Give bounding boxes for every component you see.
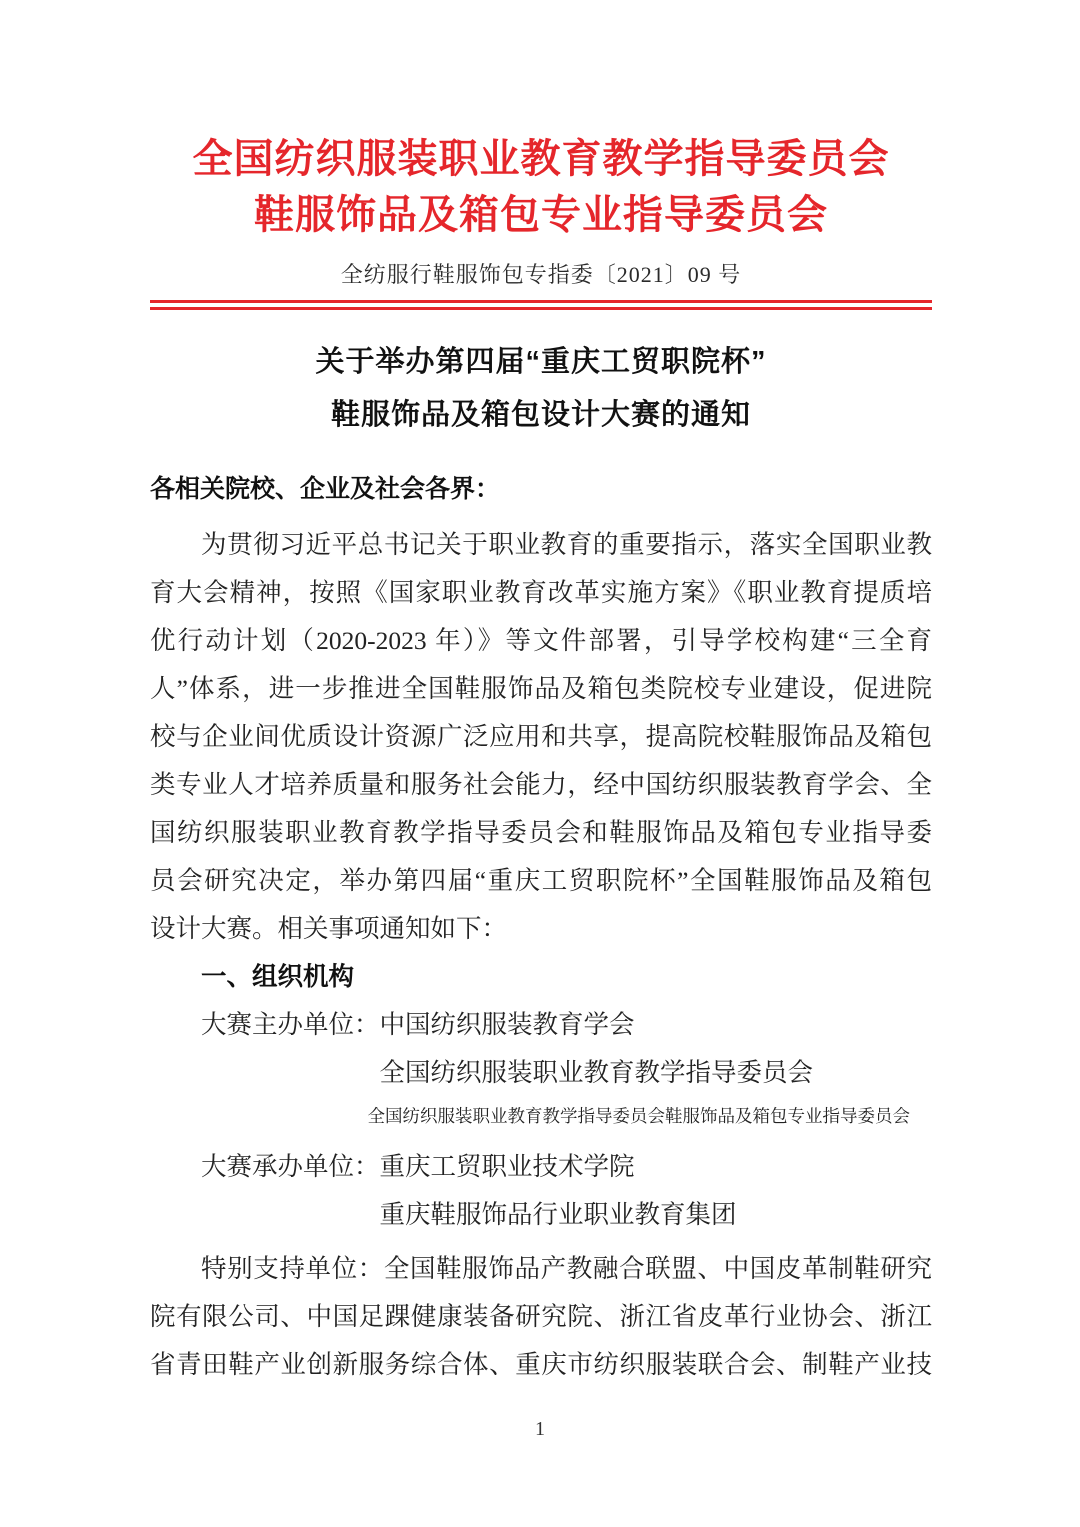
document-number: 全纺服行鞋服饰包专指委〔2021〕09 号 <box>340 262 742 287</box>
paragraph-line: 国纺织服装职业教育教学指导委员会和鞋服饰品及箱包专业指导委 <box>150 818 932 847</box>
paragraph-line: 类专业人才培养质量和服务社会能力，经中国纺织服装教育学会、全 <box>150 770 932 799</box>
red-double-rule <box>150 300 932 310</box>
host-unit-item: 中国纺织服装教育学会 <box>379 1010 635 1039</box>
host-units-row <box>201 1001 932 1135</box>
paragraph-line: 优行动计划（2020-2023 年）》等文件部署，引导学校构建“三全育 <box>150 626 932 655</box>
opening-paragraph <box>150 521 932 953</box>
paragraph-line: 设计大赛。相关事项通知如下： <box>150 914 508 943</box>
host-units-label: 大赛主办单位： <box>201 1010 380 1039</box>
support-paragraph-line: 院有限公司、中国足踝健康装备研究院、浙江省皮革行业协会、浙江 <box>150 1302 932 1331</box>
organizer-unit-item: 重庆工贸职业技术学院 <box>379 1152 635 1181</box>
notice-title-line-1: 关于举办第四届“重庆工贸职院杯” <box>315 346 767 378</box>
support-units-paragraph <box>150 1245 932 1389</box>
organizer-units-row <box>201 1143 932 1239</box>
letterhead-org-line-1: 全国纺织服装职业教育教学指导委员会 <box>192 137 890 181</box>
organizer-unit-item: 重庆鞋服饰品行业职业教育集团 <box>379 1200 737 1229</box>
organizer-units-label: 大赛承办单位： <box>201 1152 380 1181</box>
support-paragraph-line: 特别支持单位：全国鞋服饰品产教融合联盟、中国皮革制鞋研究 <box>201 1254 932 1283</box>
paragraph-line: 为贯彻习近平总书记关于职业教育的重要指示，落实全国职业教 <box>201 530 932 559</box>
notice-title-line-2: 鞋服饰品及箱包设计大赛的通知 <box>330 399 751 431</box>
host-units-list <box>367 1001 911 1135</box>
page-number: 1 <box>535 1418 545 1440</box>
host-unit-item-small: 全国纺织服装职业教育教学指导委员会鞋服饰品及箱包专业指导委员会 <box>367 1106 911 1126</box>
section-heading-organization: 一、组织机构 <box>201 963 355 991</box>
document-content <box>150 134 932 1389</box>
organizer-units-list <box>380 1143 737 1239</box>
paragraph-line: 员会研究决定，举办第四届“重庆工贸职院杯”全国鞋服饰品及箱包 <box>150 866 932 895</box>
paragraph-line: 育大会精神，按照《国家职业教育改革实施方案》《职业教育提质培 <box>150 578 932 607</box>
host-unit-item: 全国纺织服装职业教育教学指导委员会 <box>379 1058 814 1087</box>
salutation: 各相关院校、企业及社会各界： <box>150 475 501 503</box>
support-paragraph-line: 省青田鞋产业创新服务综合体、重庆市纺织服装联合会、制鞋产业技 <box>150 1350 932 1379</box>
paragraph-line: 人”体系，进一步推进全国鞋服饰品及箱包类院校专业建设，促进院 <box>150 674 932 703</box>
letterhead-org-line-2: 鞋服饰品及箱包专业指导委员会 <box>254 193 828 237</box>
paragraph-line: 校与企业间优质设计资源广泛应用和共享，提高院校鞋服饰品及箱包 <box>150 722 932 751</box>
